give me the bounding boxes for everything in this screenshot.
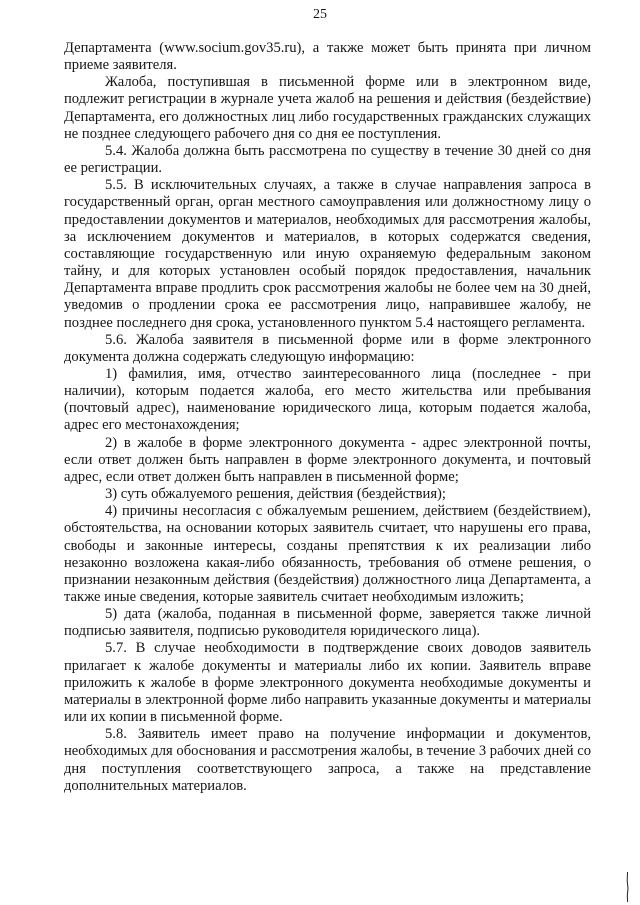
- paragraph-5-7: 5.7. В случае необходимости в подтверждение своих доводов заявитель прилагает к жалобе документы и материалы либо их копии. Заявитель вправе приложить к жалобе в форме электронного документа необходимые документы и материалы в электронной форме либо направить указанные документы и материалы или их копии в письменной форме.: [64, 640, 591, 726]
- paragraph-5-5: 5.5. В исключительных случаях, а также в случае направления запроса в государственный орган, орган местного самоуправления или должностному лицу о предоставлении документов и материалов, необходимых для рассмотрения жалобы, за исключением документов и материалов, в которых содержатся сведения, составляющие государственную или иную охраняемую федеральным законом тайну, и для которых установлен особый порядок предоставления, начальник Департамента вправе продлить срок рассмотрения жалобы не более чем на 30 дней, уведомив о продлении срока ее рассмотрения лицо, направившее жалобу, не позднее последнего дня срока, установленного пунктом 5.4 настоящего регламента.: [64, 177, 591, 331]
- paragraph-continuation: Департамента (www.socium.gov35.ru), а также может быть принята при личном приеме заявителя.: [64, 40, 591, 74]
- paragraph-5-6: 5.6. Жалоба заявителя в письменной форме или в форме электронного документа должна содержать следующую информацию:: [64, 331, 591, 365]
- list-item-3: 3) суть обжалуемого решения, действия (бездействия);: [105, 486, 446, 503]
- scan-edge-mark: [626, 872, 629, 902]
- page-body: [64, 40, 591, 795]
- paragraph-complaint-registration: Жалоба, поступившая в письменной форме или в электронном виде, подлежит регистрации в журнале учета жалоб на решения и действия (бездействие) Департамента, его должностных лиц либо государственных гражданских служащих не позднее следующего рабочего дня со дня ее поступления.: [64, 74, 591, 142]
- paragraph-5-4: 5.4. Жалоба должна быть рассмотрена по существу в течение 30 дней со дня ее регистрации.: [64, 142, 591, 177]
- paragraph-5-8: 5.8. Заявитель имеет право на получение информации и документов, необходимых для обоснования и рассмотрения жалобы, в течение 3 рабочих дней со дня поступления соответствующего запроса, а также на представление дополнительных материалов.: [64, 726, 591, 794]
- list-item-4: 4) причины несогласия с обжалуемым решением, действием (бездействием), обстоятельства, на основании которых заявитель считает, что нарушены его права, свободы и законные интересы, созданы препятствия к их реализации либо незаконно возложена какая-либо обязанность, требования об отмене решения, о признании незаконным действия (бездействия) должностного лица Департамента, а также иные сведения, которые заявитель считает необходимым изложить;: [64, 503, 591, 605]
- list-item-2: 2) в жалобе в форме электронного документа - адрес электронной почты, если ответ должен быть направлен в форме электронного документа, и почтовый адрес, если ответ должен быть направлен в письменной форме;: [64, 434, 591, 485]
- list-item-1: 1) фамилия, имя, отчество заинтересованного лица (последнее - при наличии), которым подается жалоба, его место жительства или пребывания (почтовый адрес), наименование юридического лица, которым подается жалоба, адрес его местонахождения;: [64, 365, 591, 434]
- page-number: 25: [313, 7, 327, 22]
- list-item-5: 5) дата (жалоба, поданная в письменной форме, заверяется также личной подписью заявителя, подписью руководителя юридического лица).: [64, 606, 591, 640]
